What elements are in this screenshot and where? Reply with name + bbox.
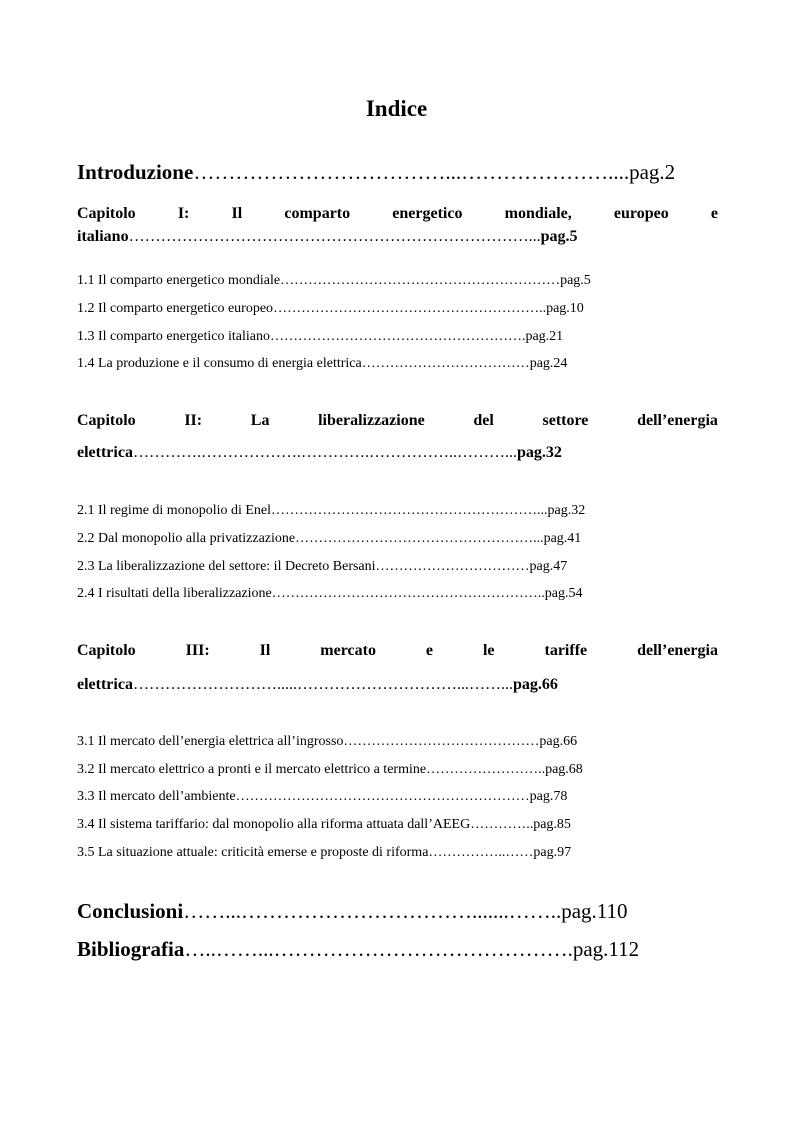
word: e [425, 642, 434, 659]
toc-dots: ……………………………………………... [295, 531, 544, 546]
toc-entry-conclusioni[interactable] [77, 899, 628, 924]
toc-chapter1-heading[interactable] [77, 205, 718, 223]
word: settore [542, 412, 589, 429]
word: mondiale, [504, 205, 572, 222]
toc-dots: ………………………………...…………………... [193, 160, 624, 184]
word: Il [259, 642, 271, 659]
toc-dots: …………………………………………………… [280, 273, 561, 288]
toc-dots: ………….. [470, 817, 534, 832]
toc-page: pag.112 [572, 937, 640, 961]
toc-label: elettrica [77, 444, 133, 461]
toc-dots: ……………………………………………………… [235, 789, 530, 804]
toc-entry-3-3[interactable] [77, 789, 567, 805]
toc-label: 1.1 Il comparto energetico mondiale [77, 273, 281, 288]
word: Il [231, 205, 243, 222]
toc-entry-2-2[interactable] [77, 531, 581, 547]
word: I: [177, 205, 190, 222]
toc-dots: ……...…………………………….......…….. [183, 899, 562, 923]
toc-chapter3-line2[interactable] [77, 676, 558, 694]
toc-dots: …………………………………………………………………... [128, 228, 541, 245]
toc-page: pag.47 [529, 559, 568, 574]
toc-dots: ……………………….....…………………………...……... [132, 676, 513, 693]
toc-label: italiano [77, 228, 129, 245]
word: europeo [613, 205, 669, 222]
toc-label: 3.1 Il mercato dell’energia elettrica all’ingrosso [77, 734, 344, 749]
toc-dots: ………………………………………………….. [271, 586, 545, 601]
word: mercato [320, 642, 376, 659]
toc-label: 3.3 Il mercato dell’ambiente [77, 789, 236, 804]
toc-page: pag.68 [545, 762, 583, 777]
toc-label: elettrica [77, 676, 133, 693]
word: Capitolo [77, 412, 136, 429]
page-title: Indice [365, 96, 428, 121]
word: tariffe [544, 642, 588, 659]
toc-entry-3-4[interactable] [77, 817, 571, 833]
toc-entry-2-3[interactable] [77, 559, 567, 575]
toc-page: pag.21 [525, 329, 564, 344]
toc-page: pag.85 [533, 817, 571, 832]
toc-page: pag.10 [546, 301, 584, 316]
word: Capitolo [77, 642, 136, 659]
toc-page: pag.5 [540, 228, 578, 245]
word: le [482, 642, 495, 659]
toc-dots: ………….……………….………….……………..………... [132, 444, 517, 461]
toc-label: 1.4 La produzione e il consumo di energia elettrica [77, 356, 362, 371]
toc-dots: …………………….. [426, 762, 546, 777]
toc-dots: ………………………………………………….. [273, 301, 547, 316]
toc-dots: …………………………… [375, 559, 530, 574]
word: La [250, 412, 270, 429]
toc-label: 1.2 Il comparto energetico europeo [77, 301, 274, 316]
toc-label: 2.4 I risultati della liberalizzazione [77, 586, 272, 601]
toc-label: 2.2 Dal monopolio alla privatizzazione [77, 531, 296, 546]
toc-label: Bibliografia [77, 937, 185, 961]
toc-dots: ……………………………… [361, 356, 530, 371]
toc-entry-2-1[interactable] [77, 503, 585, 519]
toc-entry-3-2[interactable] [77, 762, 583, 778]
word: energetico [392, 205, 463, 222]
toc-label: 1.3 Il comparto energetico italiano [77, 329, 270, 344]
toc-label: Introduzione [77, 160, 194, 184]
toc-entry-1-1[interactable] [77, 273, 591, 289]
word: II: [184, 412, 203, 429]
toc-label: 2.1 Il regime di monopolio di Enel [77, 503, 272, 518]
word: III: [185, 642, 210, 659]
toc-entry-2-4[interactable] [77, 586, 582, 602]
toc-page: pag.32 [516, 444, 562, 461]
toc-page: pag.24 [529, 356, 568, 371]
word: del [473, 412, 494, 429]
toc-page: pag.41 [543, 531, 582, 546]
toc-entry-bibliografia[interactable] [77, 937, 639, 962]
toc-chapter1-line2[interactable] [77, 228, 577, 246]
toc-page: pag.110 [561, 899, 628, 923]
toc-chapter3-heading[interactable] [77, 642, 718, 660]
toc-chapter2-line2[interactable] [77, 444, 562, 462]
word: Capitolo [77, 205, 136, 222]
word: dell’energia [637, 642, 718, 659]
toc-entry-3-1[interactable] [77, 734, 577, 750]
word: liberalizzazione [318, 412, 425, 429]
toc-page: pag.32 [547, 503, 586, 518]
word: dell’energia [637, 412, 718, 429]
word: e [710, 205, 718, 222]
toc-entry-3-5[interactable] [77, 845, 571, 861]
toc-entry-1-4[interactable] [77, 356, 567, 372]
toc-page: pag.54 [544, 586, 583, 601]
toc-dots: …………………………………… [343, 734, 540, 749]
toc-label: 2.3 La liberalizzazione del settore: il Decreto Bersani [77, 559, 376, 574]
toc-label: 3.5 La situazione attuale: criticità emerse e proposte di riforma [77, 845, 429, 860]
toc-page: .pag.2 [623, 160, 676, 184]
toc-page: pag.66 [539, 734, 578, 749]
toc-page: pag.97 [533, 845, 572, 860]
toc-entry-1-3[interactable] [77, 329, 563, 345]
toc-label: Conclusioni [77, 899, 184, 923]
toc-chapter2-heading[interactable] [77, 412, 718, 430]
toc-label: 3.4 Il sistema tariffario: dal monopolio alla riforma attuata dall’AEEG [77, 817, 471, 832]
toc-page: pag.5 [560, 273, 591, 288]
toc-entry-1-2[interactable] [77, 301, 584, 317]
toc-dots: …..……...……………………………………. [184, 937, 573, 961]
word: comparto [284, 205, 351, 222]
toc-dots: ………………………………………………. [269, 329, 526, 344]
toc-dots: ……………..…… [428, 845, 534, 860]
toc-label: 3.2 Il mercato elettrico a pronti e il mercato elettrico a termine [77, 762, 427, 777]
toc-entry-introduzione[interactable] [77, 160, 675, 185]
toc-page: pag.78 [529, 789, 568, 804]
toc-dots: …………………………………………………... [271, 503, 548, 518]
toc-page: pag.66 [512, 676, 558, 693]
